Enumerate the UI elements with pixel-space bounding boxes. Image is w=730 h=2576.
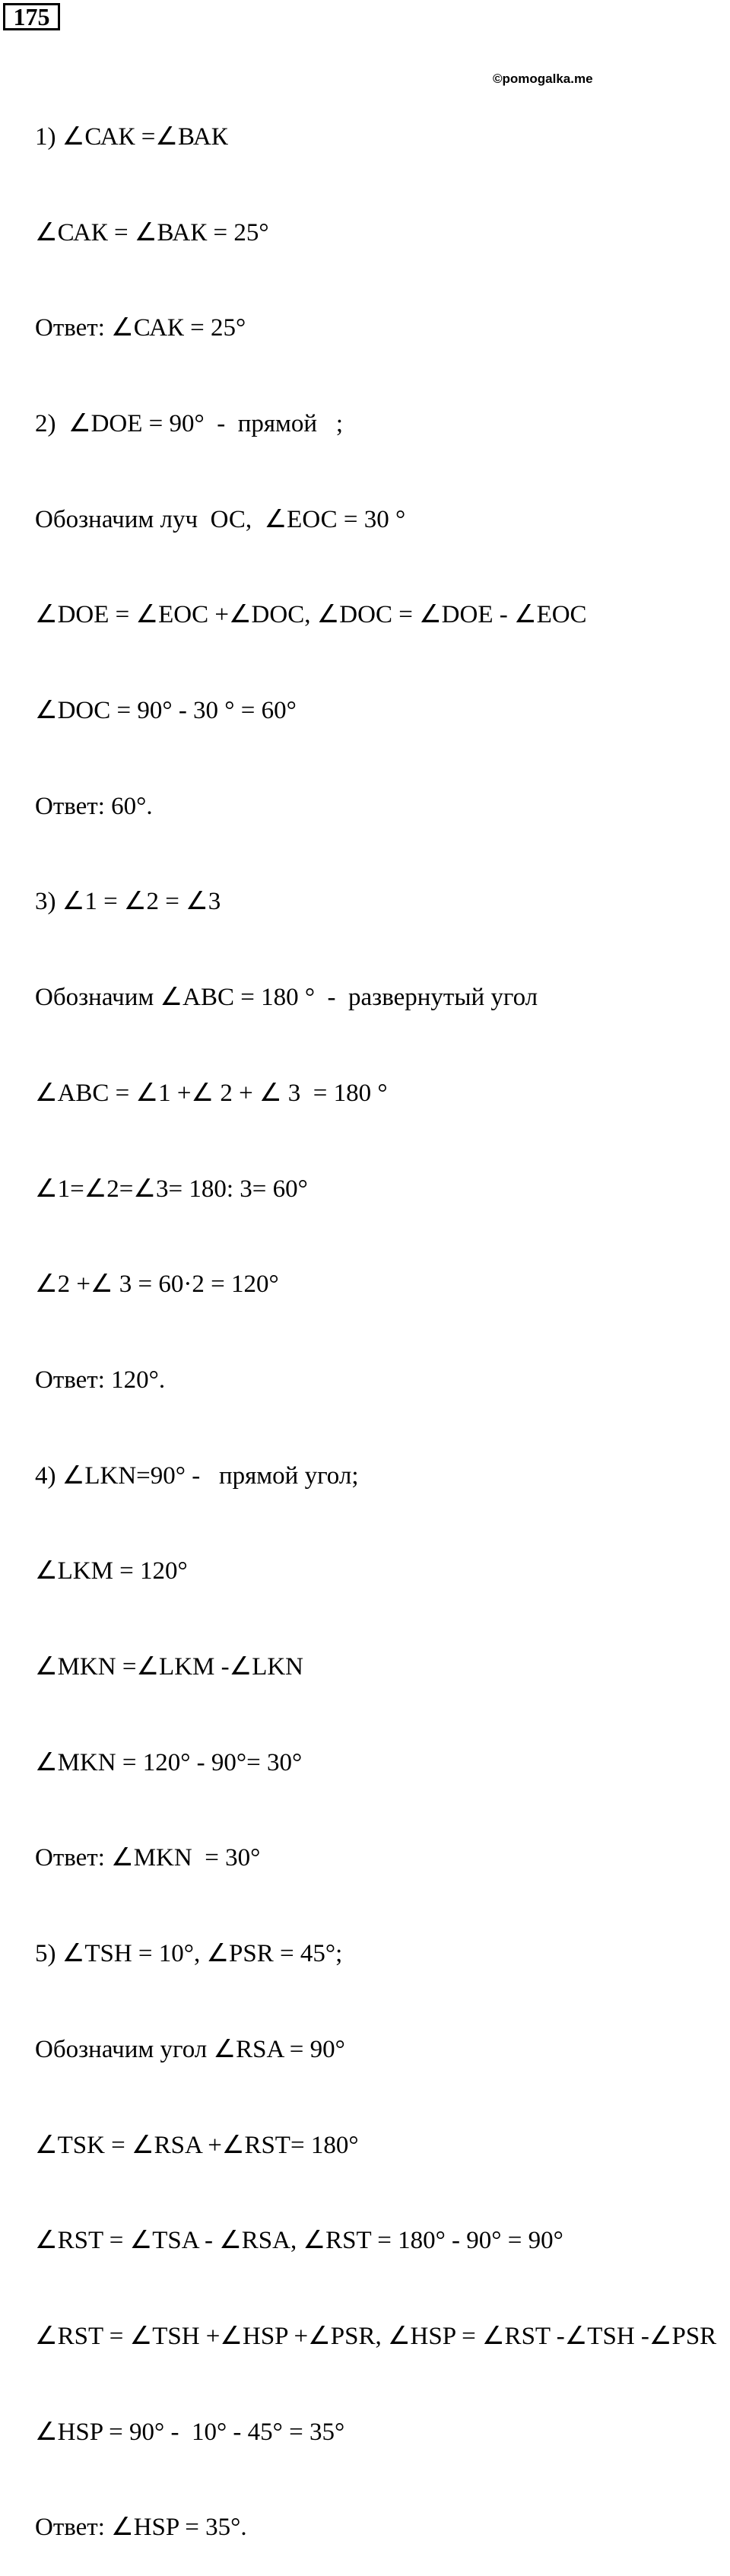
solution-line: 1) ∠САК =∠ВАК bbox=[35, 122, 228, 151]
watermark: ©pomogalka.me bbox=[493, 72, 593, 86]
problem-number: 175 bbox=[13, 3, 50, 30]
solution-line: Ответ: ∠MKN = 30° bbox=[35, 1844, 261, 1872]
solution-line: ∠MKN = 120° - 90°= 30° bbox=[35, 1748, 303, 1776]
solution-line: Ответ: 60°. bbox=[35, 792, 153, 820]
solution-text bbox=[35, 58, 728, 2576]
solution-line: 5) ∠TSH = 10°, ∠PSR = 45°; bbox=[35, 1940, 343, 1968]
solution-line: ∠RST = ∠TSH +∠HSP +∠PSR, ∠HSP = ∠RST -∠TSH -∠PSR bbox=[35, 2322, 717, 2350]
solution-line: ∠MKN =∠LKM -∠LKN bbox=[35, 1653, 304, 1681]
solution-line: Ответ: 120°. bbox=[35, 1366, 166, 1394]
solution-line: 4) ∠LKN=90° - прямой угол; bbox=[35, 1461, 359, 1490]
solution-line: ∠DOC = 90° - 30 ° = 60° bbox=[35, 697, 297, 725]
solution-line: 2) ∠DOE = 90° - прямой ; bbox=[35, 409, 343, 437]
solution-line: ∠RST = ∠TSA - ∠RSA, ∠RST = 180° - 90° = 90° bbox=[35, 2227, 563, 2255]
solution-line: Ответ: ∠САК = 25° bbox=[35, 314, 246, 342]
solution-line: Ответ: ∠HSP = 35°. bbox=[35, 2514, 247, 2542]
solution-line: Обозначим луч ОС, ∠ЕОС = 30 ° bbox=[35, 505, 406, 533]
problem-number-box bbox=[3, 3, 60, 30]
solution-line: Обозначим угол ∠RSA = 90° bbox=[35, 2035, 345, 2063]
solution-line: ∠TSK = ∠RSA +∠RST= 180° bbox=[35, 2131, 359, 2159]
solution-line: ∠HSP = 90° - 10° - 45° = 35° bbox=[35, 2418, 345, 2446]
solution-line: ∠DOE = ∠EOC +∠DOC, ∠DOC = ∠DOE - ∠EOC bbox=[35, 601, 587, 629]
solution-line: 3) ∠1 = ∠2 = ∠3 bbox=[35, 888, 221, 916]
solution-line: ∠ABC = ∠1 +∠ 2 + ∠ 3 = 180 ° bbox=[35, 1079, 388, 1107]
solution-line: ∠САК = ∠ВАК = 25° bbox=[35, 218, 269, 246]
solution-line: ∠2 +∠ 3 = 60·2 = 120° bbox=[35, 1271, 279, 1299]
solution-line: ∠LKM = 120° bbox=[35, 1557, 188, 1585]
solution-line: ∠1=∠2=∠3= 180: 3= 60° bbox=[35, 1175, 308, 1203]
solution-line: Обозначим ∠ABC = 180 ° - развернутый угол bbox=[35, 984, 538, 1012]
